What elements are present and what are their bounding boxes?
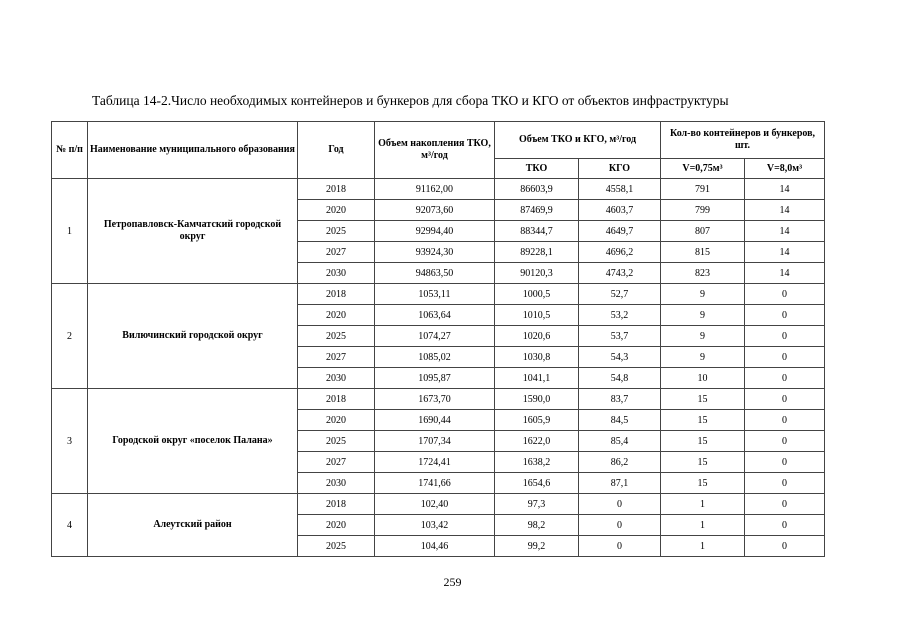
- cell-tko: 1020,6: [495, 326, 579, 347]
- cell-tko: 1590,0: [495, 389, 579, 410]
- cell-kgo: 4649,7: [579, 221, 661, 242]
- cell-v075: 10: [661, 368, 745, 389]
- cell-v075: 9: [661, 284, 745, 305]
- cell-v075: 9: [661, 305, 745, 326]
- cell-kgo: 4743,2: [579, 263, 661, 284]
- cell-volume: 92994,40: [375, 221, 495, 242]
- cell-tko: 1000,5: [495, 284, 579, 305]
- cell-tko: 90120,3: [495, 263, 579, 284]
- cell-v8: 14: [745, 221, 825, 242]
- cell-kgo: 86,2: [579, 452, 661, 473]
- cell-kgo: 0: [579, 494, 661, 515]
- header-kgo: КГО: [579, 159, 661, 179]
- cell-year: 2018: [298, 284, 375, 305]
- cell-volume: 1095,87: [375, 368, 495, 389]
- cell-year: 2020: [298, 515, 375, 536]
- cell-volume: 1673,70: [375, 389, 495, 410]
- cell-v8: 0: [745, 473, 825, 494]
- cell-kgo: 4696,2: [579, 242, 661, 263]
- cell-year: 2018: [298, 179, 375, 200]
- cell-kgo: 0: [579, 515, 661, 536]
- cell-volume: 1063,64: [375, 305, 495, 326]
- cell-v8: 14: [745, 242, 825, 263]
- cell-year: 2020: [298, 200, 375, 221]
- cell-kgo: 87,1: [579, 473, 661, 494]
- header-containers-group: Кол-во контейнеров и бункеров, шт.: [661, 122, 825, 159]
- cell-tko: 98,2: [495, 515, 579, 536]
- cell-volume: 92073,60: [375, 200, 495, 221]
- cell-v8: 0: [745, 431, 825, 452]
- header-year: Год: [298, 122, 375, 179]
- cell-v075: 1: [661, 536, 745, 557]
- cell-volume: 1707,34: [375, 431, 495, 452]
- cell-v075: 15: [661, 452, 745, 473]
- table-body: [52, 179, 825, 557]
- cell-year: 2020: [298, 305, 375, 326]
- cell-v075: 15: [661, 473, 745, 494]
- cell-v8: 0: [745, 389, 825, 410]
- cell-tko: 1041,1: [495, 368, 579, 389]
- cell-v8: 0: [745, 515, 825, 536]
- cell-v8: 0: [745, 368, 825, 389]
- cell-volume: 1053,11: [375, 284, 495, 305]
- cell-v075: 799: [661, 200, 745, 221]
- cell-tko: 1622,0: [495, 431, 579, 452]
- page-number: 259: [443, 575, 462, 589]
- cell-v075: 823: [661, 263, 745, 284]
- cell-kgo: 53,7: [579, 326, 661, 347]
- cell-volume: 91162,00: [375, 179, 495, 200]
- cell-volume: 93924,30: [375, 242, 495, 263]
- cell-year: 2020: [298, 410, 375, 431]
- cell-tko: 86603,9: [495, 179, 579, 200]
- cell-kgo: 0: [579, 536, 661, 557]
- cell-v8: 14: [745, 263, 825, 284]
- cell-v8: 0: [745, 494, 825, 515]
- cell-v8: 0: [745, 536, 825, 557]
- cell-v075: 1: [661, 515, 745, 536]
- cell-v8: 0: [745, 305, 825, 326]
- cell-year: 2030: [298, 263, 375, 284]
- table-row: [52, 284, 825, 305]
- cell-v075: 791: [661, 179, 745, 200]
- cell-tko: 89228,1: [495, 242, 579, 263]
- header-num: № п/п: [52, 122, 88, 179]
- cell-tko: 1010,5: [495, 305, 579, 326]
- cell-v075: 9: [661, 326, 745, 347]
- district-num: 4: [52, 494, 88, 557]
- cell-year: 2027: [298, 242, 375, 263]
- cell-tko: 99,2: [495, 536, 579, 557]
- district-name: Петропавловск-Камчатский городской округ: [88, 179, 298, 284]
- cell-v8: 0: [745, 284, 825, 305]
- containers-table: [51, 121, 825, 557]
- cell-year: 2018: [298, 494, 375, 515]
- header-v8: V=8,0м³: [745, 159, 825, 179]
- cell-kgo: 54,8: [579, 368, 661, 389]
- table-row: [52, 389, 825, 410]
- cell-volume: 94863,50: [375, 263, 495, 284]
- cell-v075: 15: [661, 410, 745, 431]
- cell-v075: 15: [661, 389, 745, 410]
- cell-v8: 14: [745, 179, 825, 200]
- district-name: Вилючинский городской округ: [88, 284, 298, 389]
- cell-year: 2025: [298, 221, 375, 242]
- cell-volume: 104,46: [375, 536, 495, 557]
- header-name: Наименование муниципального образования: [88, 122, 298, 179]
- cell-year: 2018: [298, 389, 375, 410]
- cell-year: 2025: [298, 431, 375, 452]
- cell-volume: 103,42: [375, 515, 495, 536]
- cell-kgo: 83,7: [579, 389, 661, 410]
- cell-kgo: 54,3: [579, 347, 661, 368]
- district-num: 2: [52, 284, 88, 389]
- cell-tko: 97,3: [495, 494, 579, 515]
- cell-kgo: 85,4: [579, 431, 661, 452]
- cell-v8: 0: [745, 347, 825, 368]
- cell-year: 2030: [298, 368, 375, 389]
- cell-v8: 0: [745, 326, 825, 347]
- header-tko-kgo-group: Объем ТКО и КГО, м³/год: [495, 122, 661, 159]
- table-row: [52, 179, 825, 200]
- cell-v075: 1: [661, 494, 745, 515]
- cell-year: 2030: [298, 473, 375, 494]
- cell-tko: 1030,8: [495, 347, 579, 368]
- table-caption: Таблица 14-2.Число необходимых контейнеров и бункеров для сбора ТКО и КГО от объектов инфраструктуры: [92, 93, 729, 108]
- cell-kgo: 52,7: [579, 284, 661, 305]
- district-num: 1: [52, 179, 88, 284]
- cell-volume: 1724,41: [375, 452, 495, 473]
- cell-v8: 14: [745, 200, 825, 221]
- district-num: 3: [52, 389, 88, 494]
- cell-kgo: 4603,7: [579, 200, 661, 221]
- cell-v075: 807: [661, 221, 745, 242]
- cell-v8: 0: [745, 452, 825, 473]
- cell-volume: 1074,27: [375, 326, 495, 347]
- district-name: Городской округ «поселок Палана»: [88, 389, 298, 494]
- cell-tko: 1605,9: [495, 410, 579, 431]
- cell-v075: 15: [661, 431, 745, 452]
- cell-v075: 9: [661, 347, 745, 368]
- cell-year: 2027: [298, 452, 375, 473]
- cell-kgo: 53,2: [579, 305, 661, 326]
- header-v075: V=0,75м³: [661, 159, 745, 179]
- cell-kgo: 4558,1: [579, 179, 661, 200]
- cell-tko: 88344,7: [495, 221, 579, 242]
- header-volume: Объем накопления ТКО, м³/год: [375, 122, 495, 179]
- cell-year: 2025: [298, 536, 375, 557]
- cell-tko: 1654,6: [495, 473, 579, 494]
- cell-tko: 1638,2: [495, 452, 579, 473]
- district-name: Алеутский район: [88, 494, 298, 557]
- header-tko: ТКО: [495, 159, 579, 179]
- cell-kgo: 84,5: [579, 410, 661, 431]
- cell-volume: 1741,66: [375, 473, 495, 494]
- cell-v075: 815: [661, 242, 745, 263]
- cell-volume: 102,40: [375, 494, 495, 515]
- cell-tko: 87469,9: [495, 200, 579, 221]
- cell-year: 2027: [298, 347, 375, 368]
- cell-volume: 1690,44: [375, 410, 495, 431]
- cell-volume: 1085,02: [375, 347, 495, 368]
- cell-v8: 0: [745, 410, 825, 431]
- cell-year: 2025: [298, 326, 375, 347]
- table-row: [52, 494, 825, 515]
